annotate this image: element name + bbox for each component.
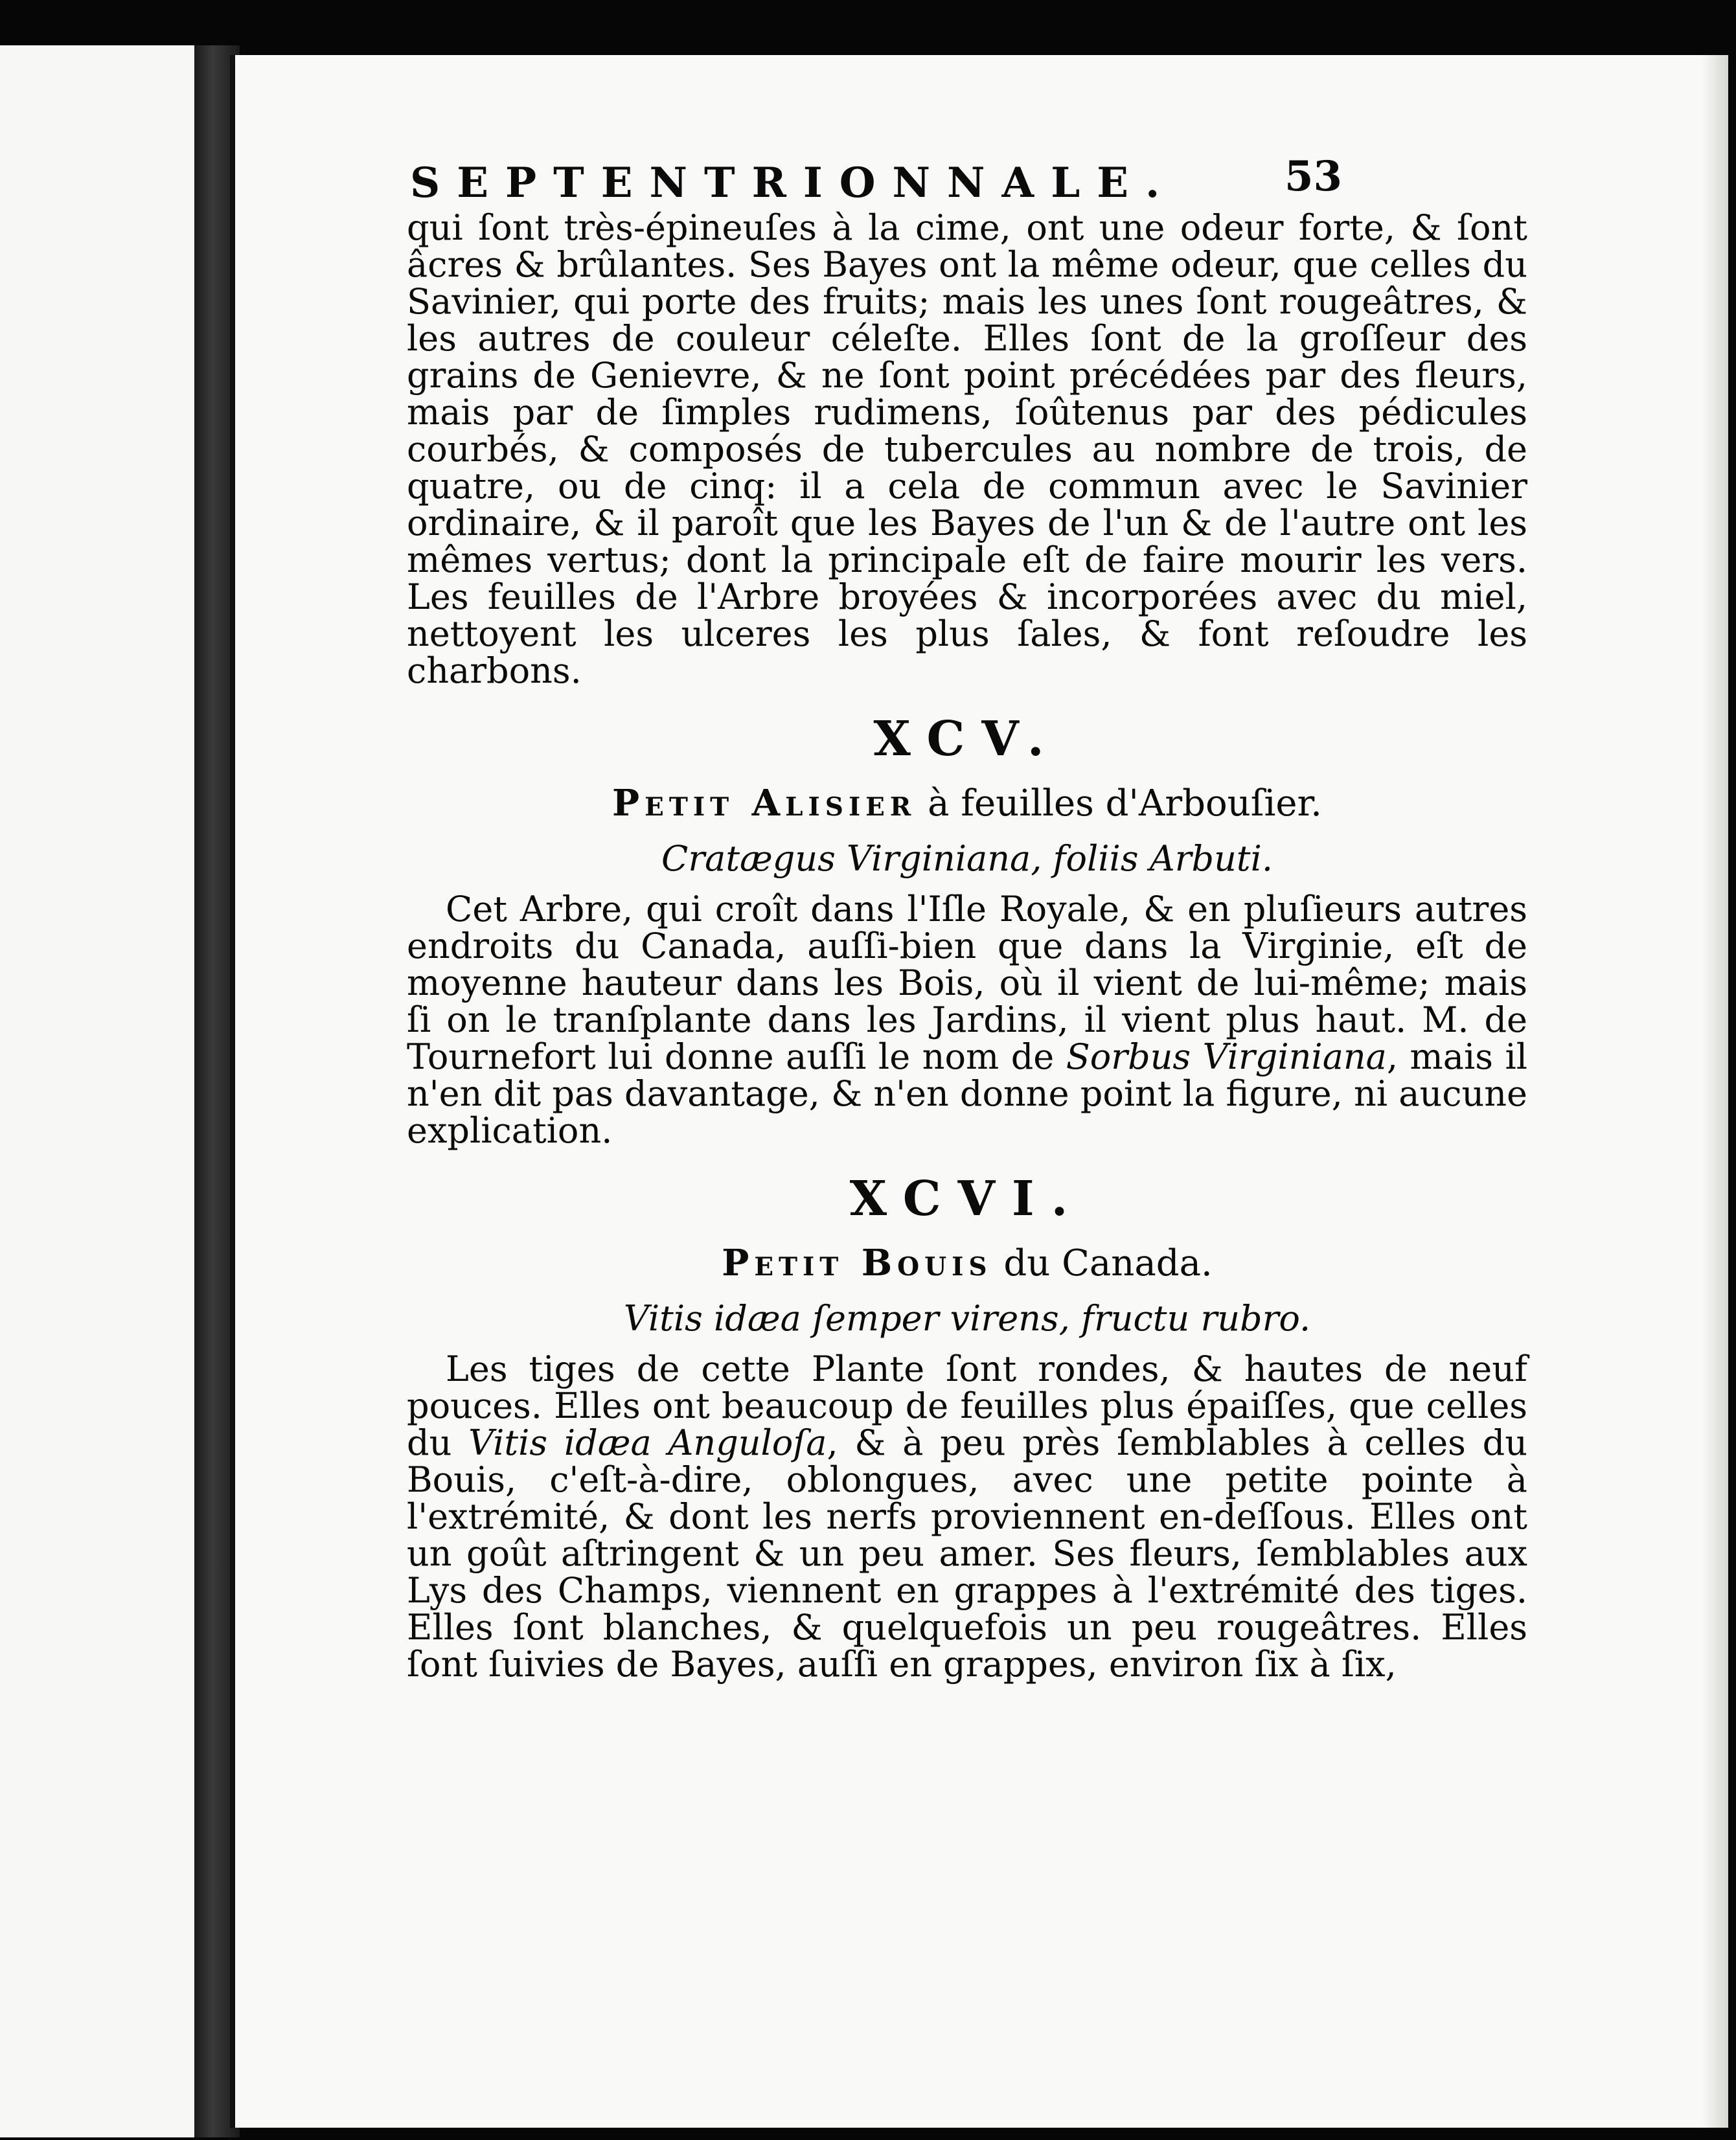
entry-body-95-part2: , mais il n'en dit pas davantage, & n'en donne point la figure, ni aucune explication. bbox=[407, 1036, 1528, 1151]
entry-body-95-italic: Sorbus Virginiana bbox=[1066, 1036, 1387, 1077]
entry-body-95 bbox=[407, 891, 1527, 1149]
entry-body-95-part1: Cet Arbre, qui croît dans l'Iſle Royale, & en pluſieurs autres endroits du Canada, auſſi-bien que dans la Virginie, eſt de moyenne hauteur dans les Bois, où il vient de lui-même; mais ſi on le tranſplante dans les Jardins, il vient plus haut. M. de Tournefort lui donne auſſi le nom de bbox=[407, 889, 1527, 1077]
entry-body-96-italic: Vitis idæa Anguloſa bbox=[468, 1422, 827, 1463]
left-page-fragment bbox=[0, 45, 218, 2137]
page-edge-shadow bbox=[1702, 55, 1728, 2128]
entry-title-95-caps: Petit Alisier bbox=[612, 782, 917, 825]
section-number-96: XCVI. bbox=[849, 1171, 1085, 1227]
entry-title-95 bbox=[407, 782, 1527, 825]
entry-title-96-caps: Petit Bouis bbox=[722, 1242, 992, 1284]
latin-name-95: Cratægus Virginiana, foliis Arbuti. bbox=[661, 838, 1273, 879]
latin-name-96: Vitis idæa ſemper virens, fructu rubro. bbox=[623, 1298, 1311, 1339]
entry-title-95-rest: à feuilles d'Arbouſier. bbox=[916, 782, 1322, 825]
page-text bbox=[407, 209, 1527, 1683]
intro-paragraph: qui ſont très-épineuſes à la cime, ont une odeur forte, & ſont âcres & brûlantes. Ses Bayes ont la même odeur, que celles du Savinier, qui porte des fruits; mais les unes ſont rougeâtres, & les autres de couleur céleſte. Elles ſont de la groſſeur des grains de Genievre, & ne ſont point précédées par des fleurs, mais par de ſimples rudimens, ſoûtenus par des pédicules courbés, & composés de tubercules au nombre de trois, de quatre, ou de cinq: il a cela de commun avec le Savinier ordinaire, & il paroît que les Bayes de l'un & de l'autre ont les mêmes vertus; dont la principale eſt de faire mourir les vers. Les feuilles de l'Arbre broyées & incorporées avec du miel, nettoyent les ulceres les plus ſales, & font reſoudre les charbons. bbox=[407, 207, 1527, 691]
entry-body-96-part1: Les tiges de cette Plante ſont rondes, & hautes de neuf pouces. Elles ont beaucoup de feuilles plus épaiſſes, que celles du bbox=[407, 1349, 1527, 1463]
book-page bbox=[230, 55, 1728, 2128]
section-number-95: XCV. bbox=[873, 711, 1061, 767]
page-number: 53 bbox=[1285, 152, 1343, 201]
entry-title-96 bbox=[407, 1242, 1527, 1284]
entry-body-96-part2: , & à peu près ſemblables à celles du Bouis, c'eſt-à-dire, oblongues, avec une petite pointe à l'extrémité, & dont les nerfs proviennent en-deſſous. Elles ont un goût aſtringent & un peu amer. Ses fleurs, ſemblables aux Lys des Champs, viennent en grappes à l'extrémité des tiges. Elles ſont blanches, & quelquefois un peu rougeâtres. Elles ſont ſuivies de Bayes, auſſi en grappes, environ ſix à ſix, bbox=[407, 1422, 1527, 1685]
entry-body-96 bbox=[407, 1350, 1527, 1683]
running-head: SEPTENTRIONNALE. bbox=[410, 159, 1177, 207]
entry-title-96-rest: du Canada. bbox=[992, 1242, 1213, 1284]
